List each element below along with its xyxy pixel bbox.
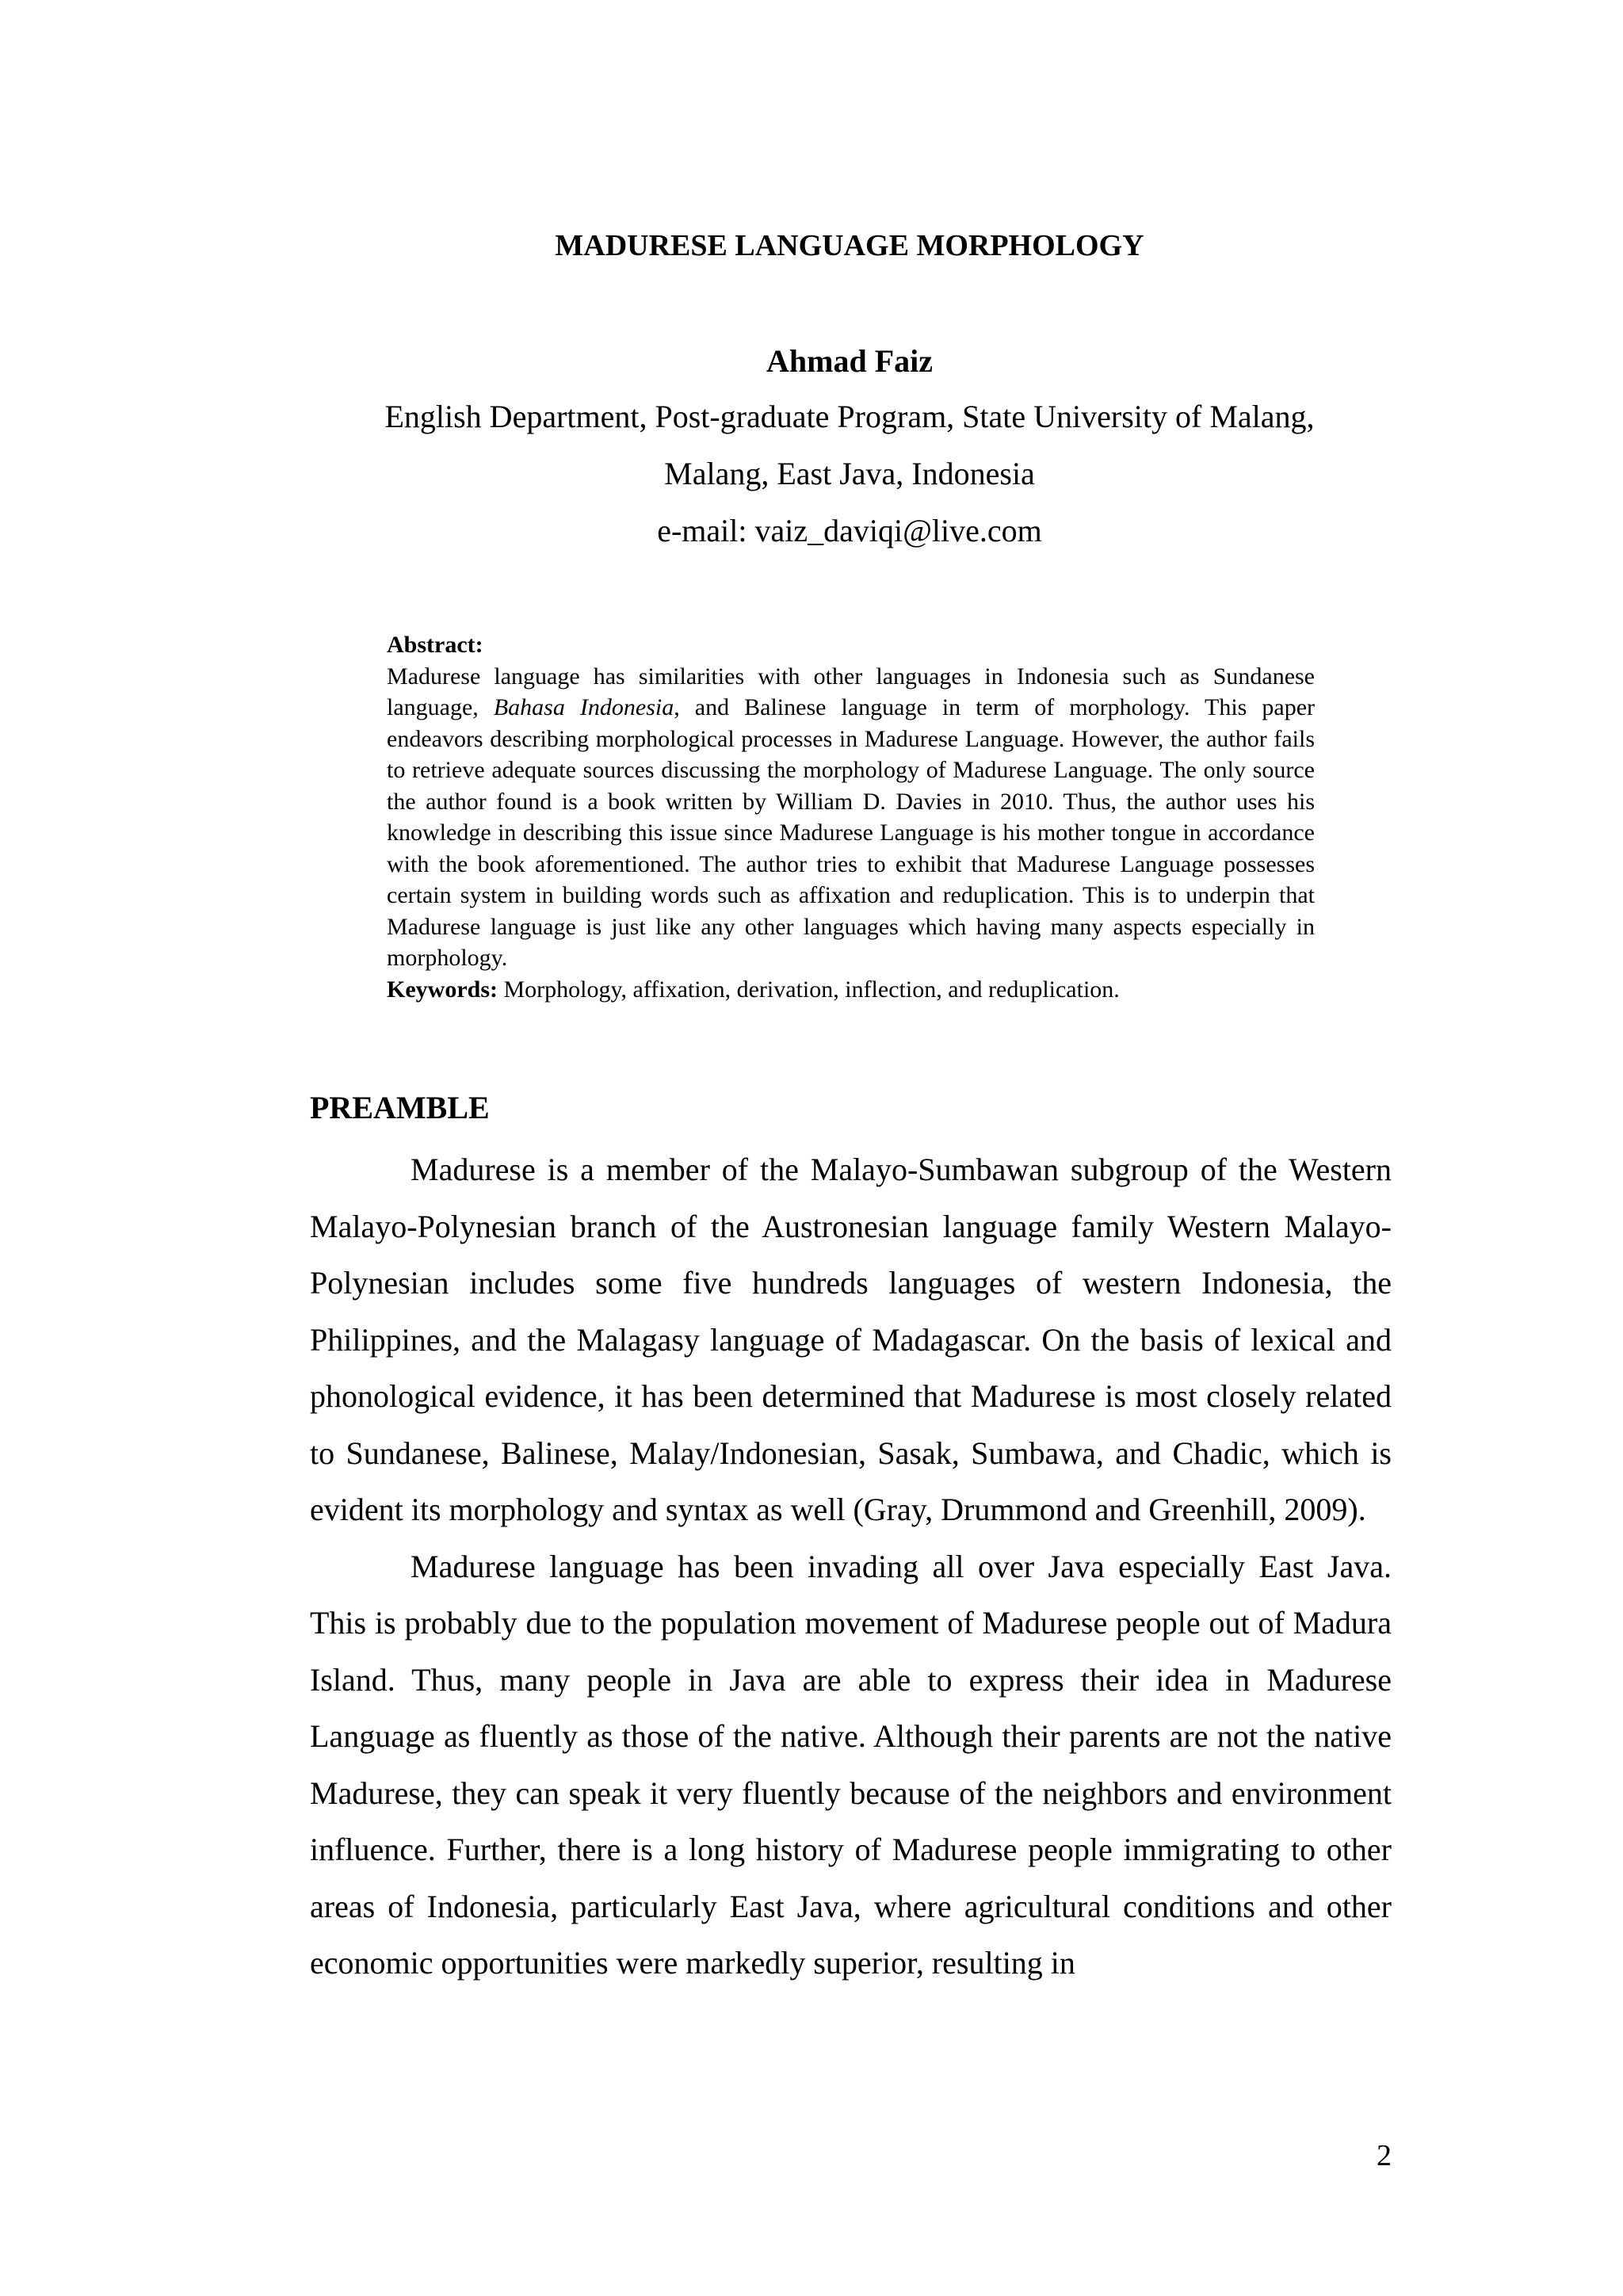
keywords-label: Keywords: [387, 976, 498, 1003]
body-paragraph: Madurese is a member of the Malayo-Sumbawan subgroup of the Western Malayo-Polynesian branch of the Austronesian language family Western Malayo-Polynesian includes some five hundreds languages of western Indonesia, the Philippines, and the Malagasy language of Madagascar. On the basis of lexical and phonological evidence, it has been determined that Madurese is most closely related to Sundanese, Balinese, Malay/Indonesian, Sasak, Sumbawa, and Chadic, which is evident its morphology and syntax as well (Gray, Drummond and Greenhill, 2009). [310, 1152, 1392, 1527]
section-body [310, 1141, 1392, 1992]
paper-title: MADURESE LANGUAGE MORPHOLOGY [555, 229, 1144, 262]
author-affiliation-line-1: English Department, Post-graduate Program, State University of Malang, [384, 399, 1315, 434]
author-block [0, 342, 1623, 569]
abstract-heading: Abstract: [387, 632, 483, 658]
author-email: e-mail: vaiz_daviqi@live.com [657, 513, 1042, 548]
page-number: 2 [1377, 2139, 1392, 2172]
abstract-text-part-2: , and Balinese language in term of morphology. This paper endeavors describing morphological processes in Madurese Language. However, the author fails to retrieve adequate sources discussing the morphology of Madurese Language. The only source the author found is a book written by William D. Davies in 2010. Thus, the author uses his knowledge in describing this issue since Madurese Language is his mother tongue in accordance with the book aforementioned. The author tries to exhibit that Madurese Language possesses certain system in building words such as affixation and reduplication. This is to underpin that Madurese language is just like any other languages which having many aspects especially in morphology. [387, 694, 1316, 971]
abstract-text [387, 661, 1315, 974]
author-name: Ahmad Faiz [766, 343, 933, 379]
abstract-italic-term: Bahasa Indonesia [493, 694, 674, 720]
keywords-text: Morphology, affixation, derivation, inflection, and reduplication. [497, 976, 1120, 1003]
abstract [387, 629, 1315, 1005]
abstract-text-part-1: Madurese language has similarities with other languages in Indonesia such as Sundanese language, [387, 663, 1315, 720]
section-heading-preamble: PREAMBLE [310, 1090, 490, 1125]
body-paragraph: Madurese language has been invading all over Java especially East Java. This is probably due to the population movement of Madurese people out of Madura Island. Thus, many people in Java are able to express their idea in Madurese Language as fluently as those of the native. Although their parents are not the native Madurese, they can speak it very fluently because of the neighbors and environment influence. Further, there is a long history of Madurese people immigrating to other areas of Indonesia, particularly East Java, where agricultural conditions and other economic opportunities were markedly superior, resulting in [310, 1548, 1392, 1981]
keywords [387, 974, 1315, 1006]
author-affiliation-line-2: Malang, East Java, Indonesia [664, 456, 1035, 491]
